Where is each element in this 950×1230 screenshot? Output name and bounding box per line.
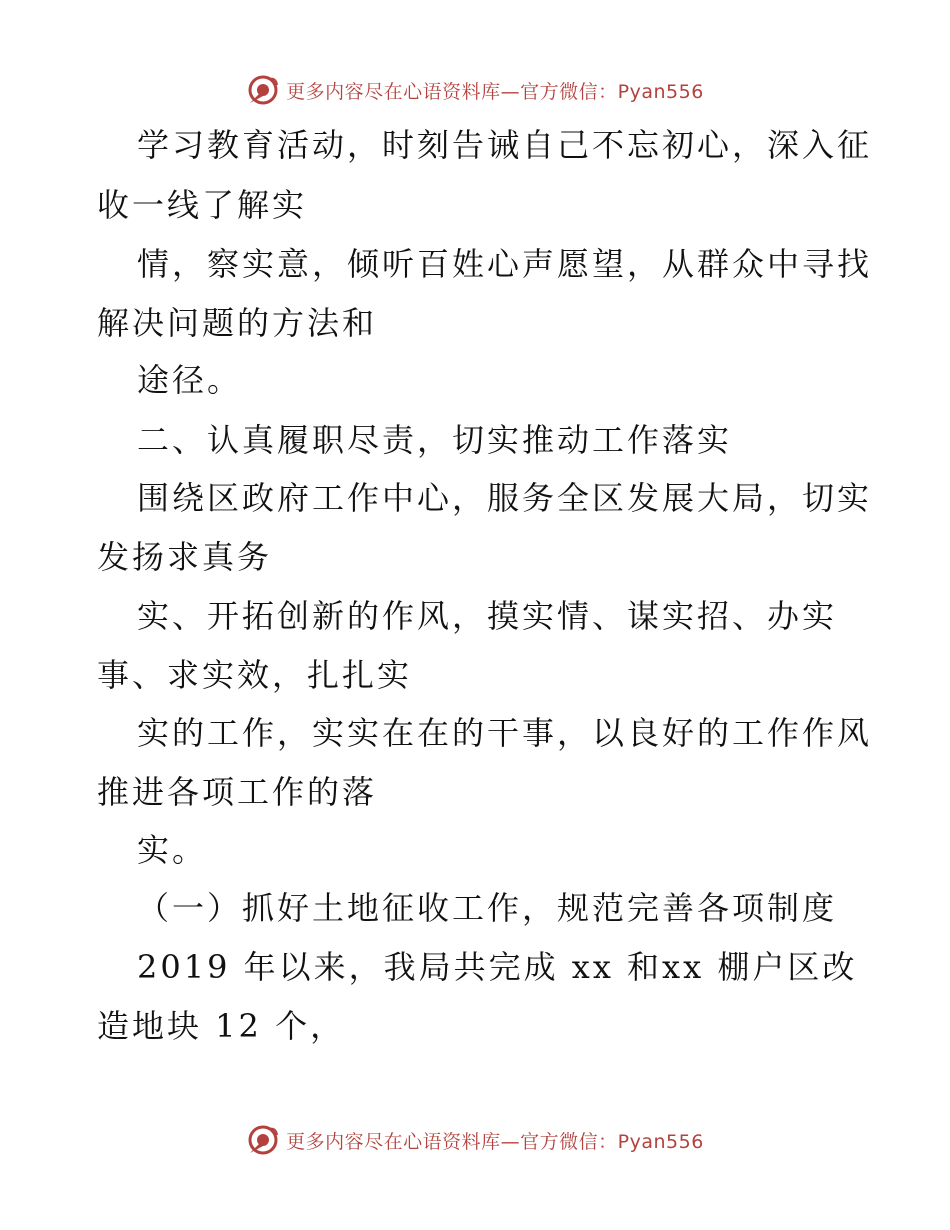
text-line: 实。 bbox=[137, 831, 208, 869]
text-line: 2019 年以来，我局共完成 xx 和xx 棚户区改 bbox=[137, 948, 858, 986]
pen-circle-logo-icon bbox=[246, 1123, 280, 1157]
text-line: 收一线了解实 bbox=[97, 186, 308, 224]
header-watermark bbox=[0, 70, 950, 110]
text-line: 学习教育活动，时刻告诫自己不忘初心，深入征 bbox=[137, 126, 873, 164]
subsection-heading: （一）抓好土地征收工作，规范完善各项制度 bbox=[137, 889, 838, 927]
text-line: 推进各项工作的落 bbox=[97, 773, 378, 811]
text-line: 事、求实效，扎扎实 bbox=[97, 656, 413, 694]
text-line: 实、开拓创新的作风，摸实情、谋实招、办实 bbox=[137, 597, 838, 635]
text-line: 途径。 bbox=[137, 361, 243, 399]
text-line: 实的工作，实实在在的干事，以良好的工作作风 bbox=[137, 714, 873, 752]
watermark-text: 更多内容尽在心语资料库—官方微信：Pyan556 bbox=[286, 1130, 704, 1153]
pen-circle-logo-icon bbox=[246, 73, 280, 107]
text-line: 情，察实意，倾听百姓心声愿望，从群众中寻找 bbox=[137, 245, 873, 283]
text-line: 发扬求真务 bbox=[97, 538, 273, 576]
footer-watermark bbox=[0, 1120, 950, 1160]
watermark-text: 更多内容尽在心语资料库—官方微信：Pyan556 bbox=[286, 80, 704, 103]
section-heading: 二、认真履职尽责，切实推动工作落实 bbox=[137, 421, 733, 459]
text-line: 解决问题的方法和 bbox=[97, 304, 378, 342]
text-line: 造地块 12 个， bbox=[97, 1007, 346, 1045]
text-line: 围绕区政府工作中心，服务全区发展大局，切实 bbox=[137, 479, 873, 517]
